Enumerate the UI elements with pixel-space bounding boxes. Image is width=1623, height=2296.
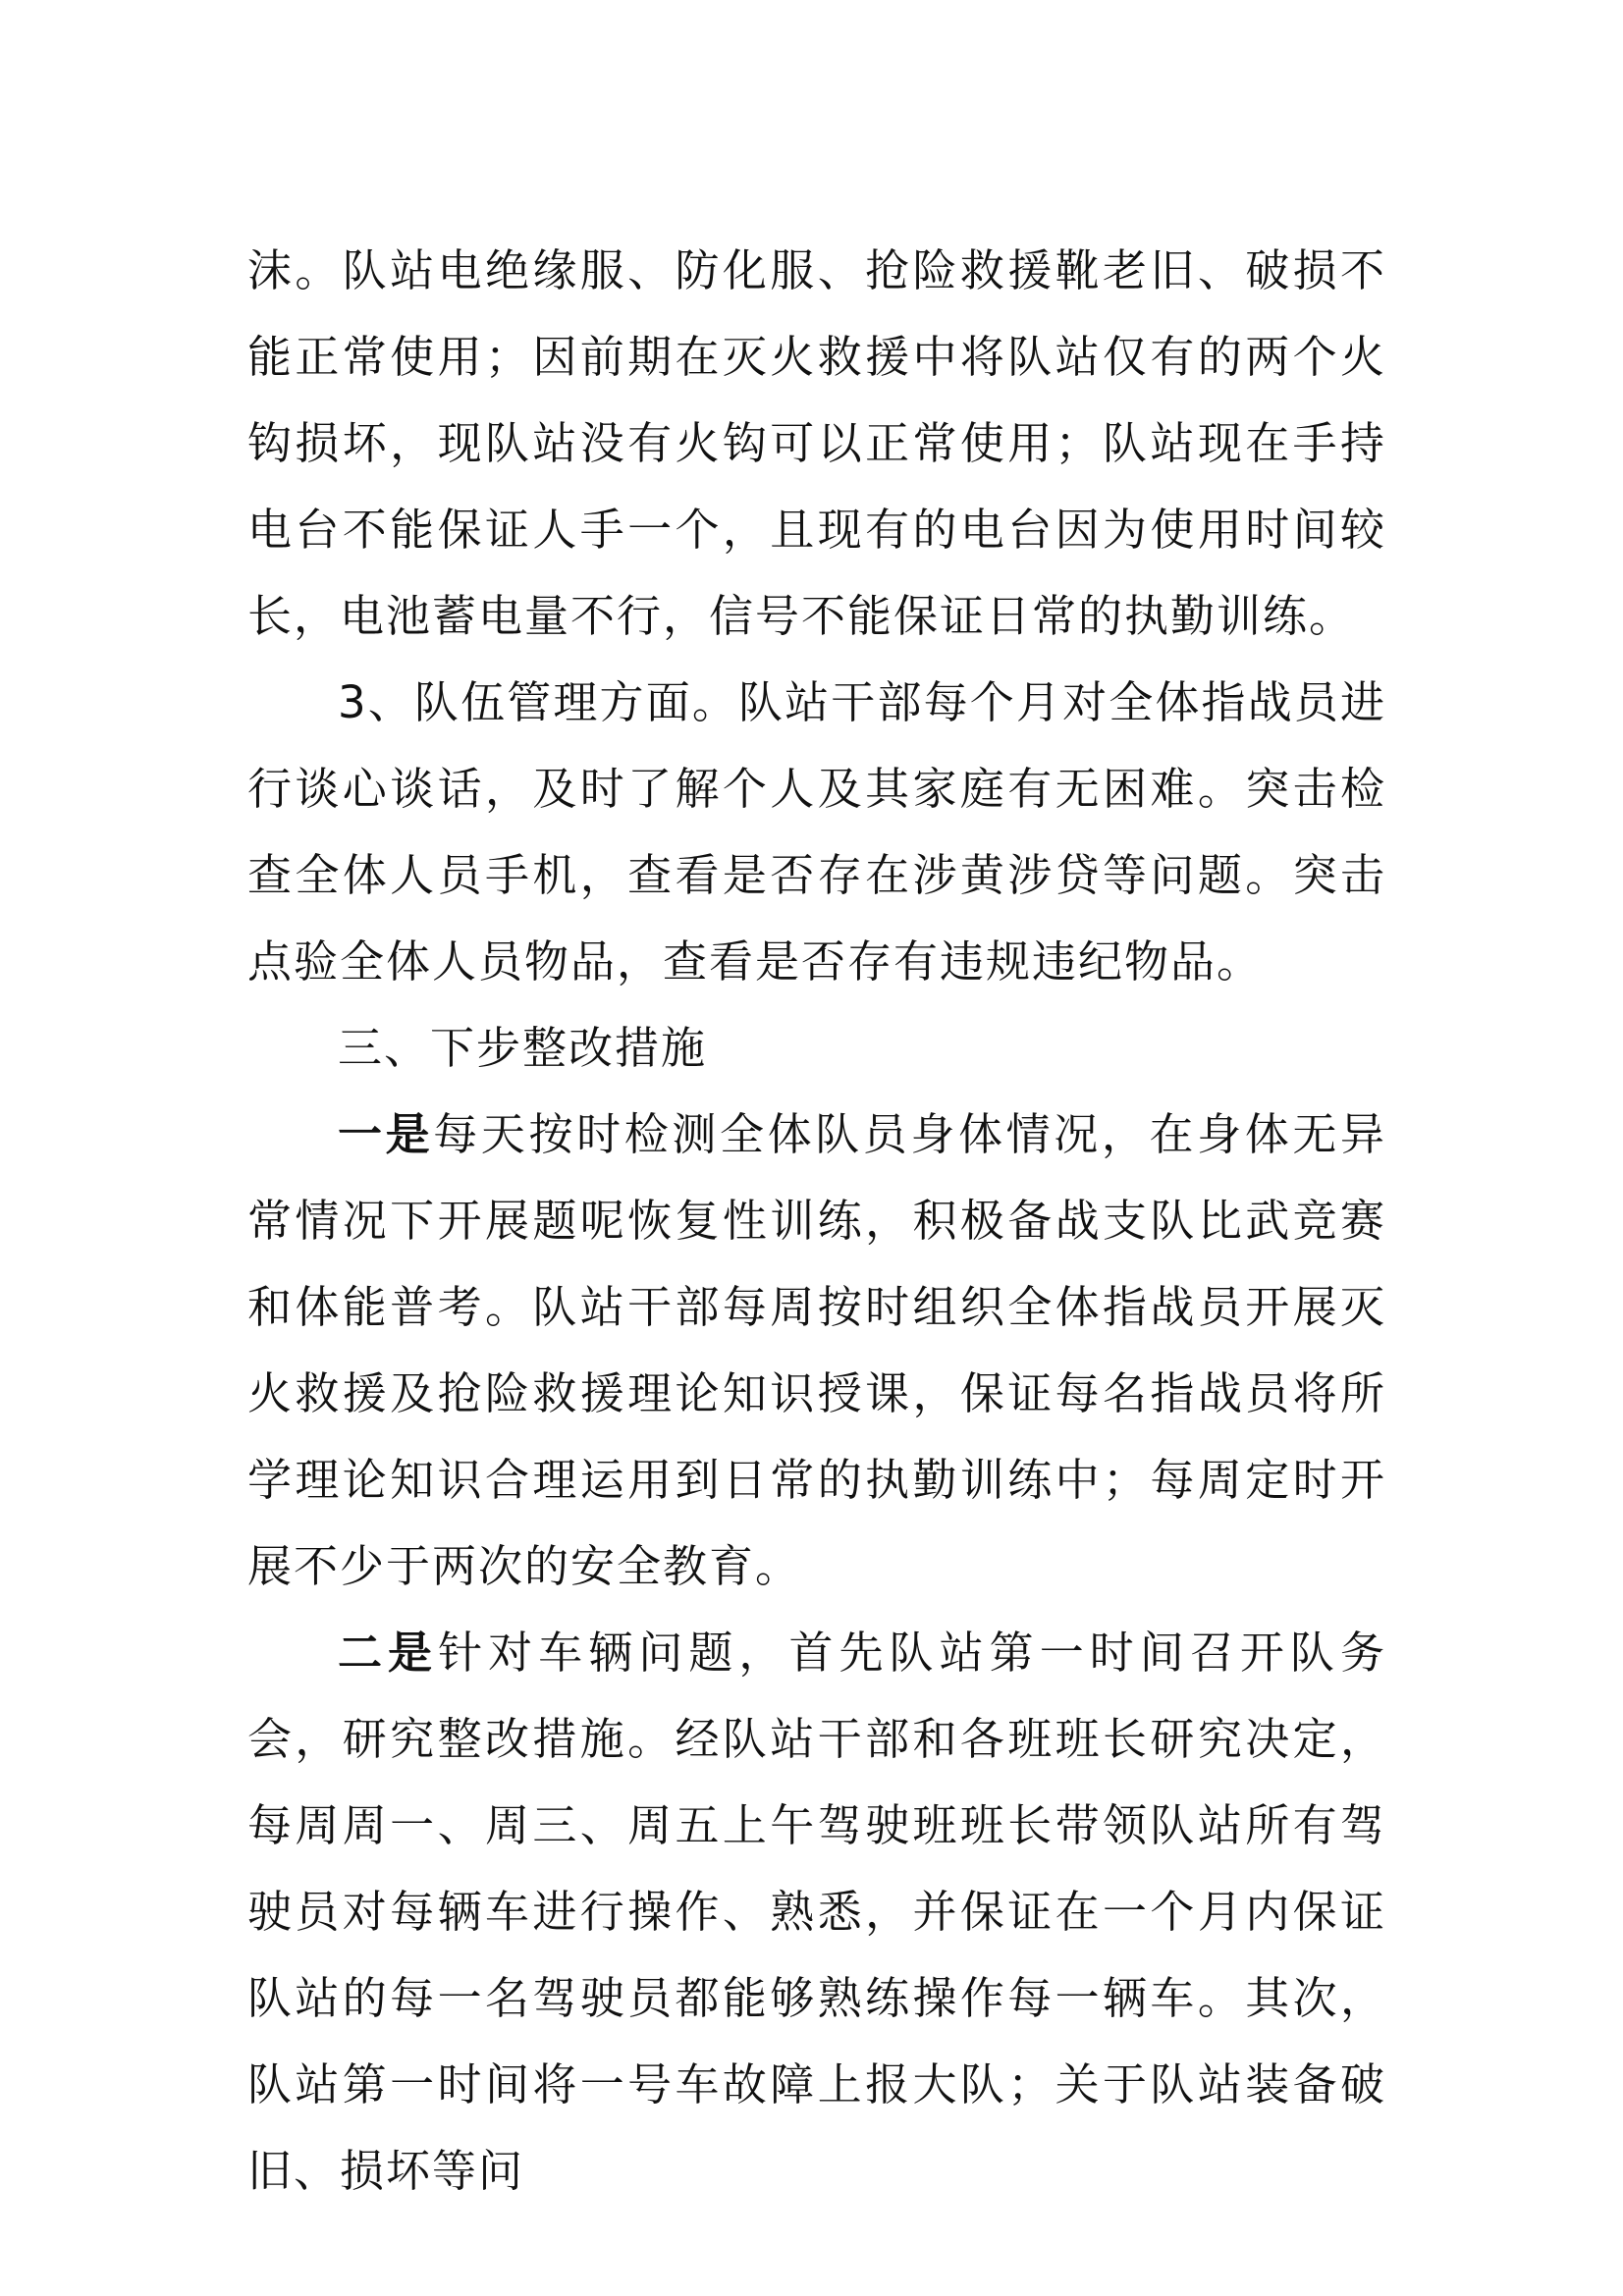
section-heading-text: 三、下步整改措施 [338,1022,708,1074]
paragraph-team-management [247,660,1386,1005]
paragraph-lead: 二是 [338,1627,439,1679]
paragraph-text: 每天按时检测全体队员身体情况，在身体无异常情况下开展题呢恢复性训练，积极备战支队比武竞赛和体能普考。队站干部每周按时组织全体指战员开展灭火救援及抢险救援理论知识授课，保证每名指战员将所学理论知识合理运用到日常的执勤训练中；每周定时开展不少于两次的安全教育。 [247,1108,1386,1592]
paragraph-text: 沫。队站电绝缘服、防化服、抢险救援靴老旧、破损不能正常使用；因前期在灭火救援中将队站仅有的两个火钩损坏，现队站没有火钩可以正常使用；队站现在手持电台不能保证人手一个，且现有的电台因为使用时间较长，电池蓄电量不行，信号不能保证日常的执勤训练。 [247,244,1386,642]
paragraph-text: 3、队伍管理方面。队站干部每个月对全体指战员进行谈心谈话，及时了解个人及其家庭有无困难。突击检查全体人员手机，查看是否存在涉黄涉贷等问题。突击点验全体人员物品，查看是否存有违规违纪物品。 [247,676,1386,988]
paragraph-measure-one [247,1092,1386,1610]
paragraph-lead: 一是 [338,1108,434,1160]
section-heading-next-steps [247,1005,1386,1092]
document-body [247,228,1386,2215]
paragraph-measure-two [247,1610,1386,2215]
paragraph-equipment-continued [247,228,1386,660]
paragraph-text: 针对车辆问题，首先队站第一时间召开队务会，研究整改措施。经队站干部和各班班长研究决定，每周周一、周三、周五上午驾驶班班长带领队站所有驾驶员对每辆车进行操作、熟悉，并保证在一个月内保证队站的每一名驾驶员都能够熟练操作每一辆车。其次，队站第一时间将一号车故障上报大队；关于队站装备破旧、损坏等问 [247,1627,1386,2197]
